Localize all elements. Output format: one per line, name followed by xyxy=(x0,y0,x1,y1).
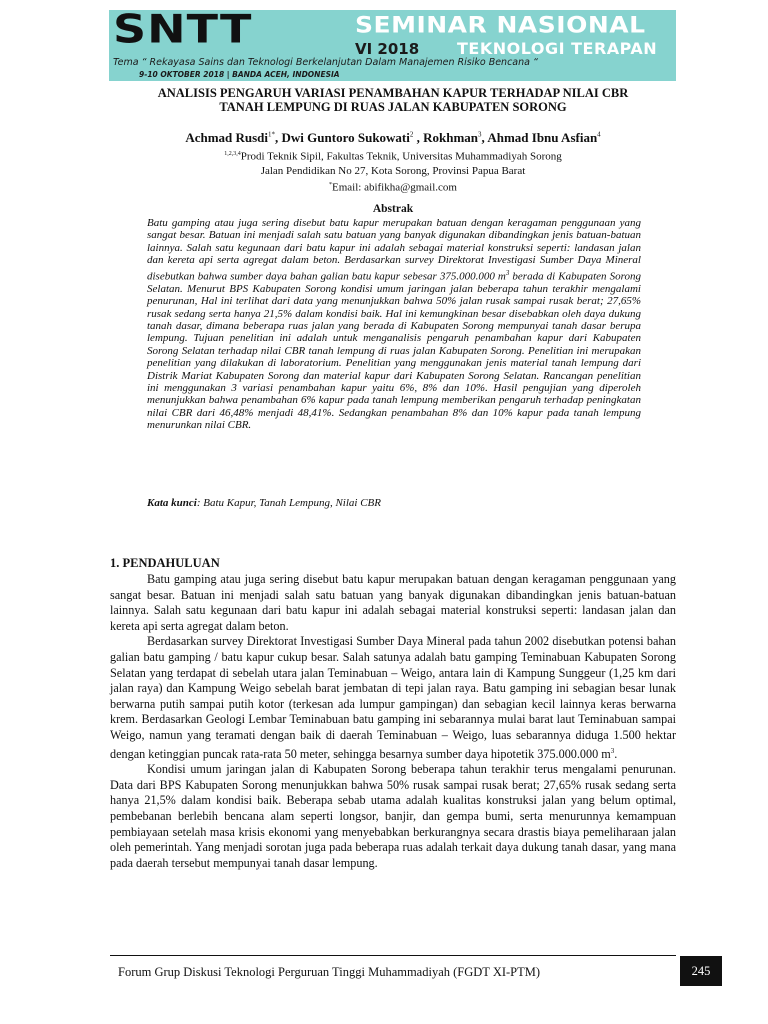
affiliation-line2: Jalan Pendidikan No 27, Kota Sorong, Provinsi Papua Barat xyxy=(260,164,526,177)
author-name: Rokhman xyxy=(423,130,479,145)
paper-title xyxy=(110,86,676,114)
paper-title-line2: TANAH LEMPUNG DI RUAS JALAN KABUPATEN SORONG xyxy=(219,100,567,114)
page-number: 245 xyxy=(680,956,722,986)
abstract-body: Batu gamping atau juga sering disebut batu kapur merupakan batuan dengan keragaman penggunaan yang sangat besar. Batuan ini menjadi salah satu batuan yang banyak digunakan dibandingkan jenis batuan-batuan lainnya. Salah satu kegunaan dari batu kapur ini adalah sebagai material konstruksi seperti: landasan jalan dan kereta api serta agregat dalam beton. Berdasarkan survey Direktorat Investigasi Sumber Daya Mineral disebutkan bahwa sumber daya bahan galian batu kapur sebesar 375.000.000 $m^3$ berada di Kabupaten Sorong Selatan. Menurut BPS Kabupaten Sorong kondisi umum jaringan jalan beberapa tahun terakhir mengalami penurunan, Hal ini terlihat dari data yang menunjukkan bahwa 50% jalan rusak sampai rusak berat; 27,65% rusak sedang serta hanya 21,5% dalam kondisi baik. Hal ini kemungkinan besar disebabkan oleh daya dukung tanah dasar, dimana beberapa ruas jalan yang berada di Kabupaten Sorong mempunyai tanah dasar berupa lempung. Tujuan penelitian ini adalah untuk menganalisis pengaruh penambahan kapur dari Kabupaten Sorong Selatan terhadap nilai CBR tanah lempung di ruas jalan Kabupaten Sorong. Penelitian ini merupakan penelitian yang dilakukan di laboratorium. Penelitian yang menggunakan jenis material tanah lempung dari Distrik Mariat Kabupaten Sorong dan material kapur dari Kabupaten Sorong Selatan. Rancangan penelitian ini menggunakan 3 variasi penambahan kapur yaitu 6%, 8% dan 10%. Hasil pengujian yang diperoleh menunjukkan bahwa penambahan 6% kapur pada tanah lempung memberikan pengaruh terhadap peningkatan nilai CBR dari 46,48% menjadi 48,41%. Sedangkan penambahan 8% dan 10% kapur pada tanah lempung menurunkan nilai CBR. xyxy=(147,217,641,432)
paragraph-superscript: 3 xyxy=(610,746,615,755)
seminar-nasional-label: SEMINAR NASIONAL xyxy=(355,12,646,39)
author-separator: , xyxy=(481,130,488,145)
author-separator: , xyxy=(413,130,424,145)
keywords-value: : Batu Kapur, Tanah Lempung, Nilai CBR xyxy=(196,497,381,509)
section-body xyxy=(110,572,676,871)
affiliation-superscript: 1,2,3,4 xyxy=(224,151,241,157)
email-line xyxy=(110,178,676,195)
author-separator: , xyxy=(275,130,282,145)
teknologi-terapan-label: TEKNOLOGI TERAPAN xyxy=(457,39,658,58)
author-name: Dwi Guntoro Sukowati xyxy=(281,130,410,145)
paper-title-line1: ANALISIS PENGARUH VARIASI PENAMBAHAN KAPUR TERHADAP NILAI CBR xyxy=(157,86,629,100)
author-superscript: 4 xyxy=(597,130,601,139)
author-name: Ahmad Ibnu Asfian xyxy=(487,130,598,145)
email-superscript: * xyxy=(329,181,332,188)
affiliation-block xyxy=(110,147,676,194)
section-heading: 1. PENDAHULUAN xyxy=(110,556,220,570)
affiliation-line1: $^{1,2,3,4}$Prodi Teknik Sipil, Fakultas Teknik, Universitas Muhammadiyah Sorong xyxy=(224,150,562,163)
footer-text: Forum Grup Diskusi Teknologi Perguruan Tinggi Muhammadiyah (FGDT XI-PTM) xyxy=(118,965,541,979)
paragraph-1: Batu gamping atau juga sering disebut batu kapur merupakan batuan dengan keragaman penggunaan yang sangat besar. Batuan ini menjadi salah satu batuan yang banyak digunakan dibandingkan jenis batuan-batuan lainnya. Salah satu kegunaan dari batu kapur ini adalah sebagai material konstruksi seperti: landasan jalan dan kereta api serta agregat dalam beton. xyxy=(110,572,676,633)
author-name: Achmad Rusdi xyxy=(185,130,269,145)
keywords-line xyxy=(147,497,641,509)
keywords-label: Kata kunci xyxy=(147,497,197,509)
conference-banner xyxy=(109,6,676,81)
conference-date: 9-10 OKTOBER 2018 | BANDA ACEH, INDONESIA xyxy=(139,70,340,79)
conference-theme: Tema “ Rekayasa Sains dan Teknologi Berkelanjutan Dalam Manajemen Risiko Bencana “ xyxy=(113,57,538,68)
footer-rule xyxy=(110,955,676,956)
paragraph-2: Berdasarkan survey Direktorat Investigasi Sumber Daya Mineral pada tahun 2002 disebutkan potensi bahan galian batu gamping / batu kapur cukup besar. Salah satunya adalah batu gamping Teminabuan Kabupaten Sorong Selatan yang terdapat di sebelah utara jalan Teminabuan – Weigo, antara lain di Kampung Sunggeur (1,25 km dari jalan raya) dan Kampung Weigo sebelah barat jembatan di tepi jalan raya. Batu gamping ini sebagian besar lunak berwarna putih sampai putih kotor (terkesan ada lumpur gampingan) dan sebagian kecil lainnya keras berwarna krem. Berdasarkan Geologi Lembar Teminabuan batu gamping ini sebarannya mulai barat laut Teminabuan sampai Weigo, namun yang teramati dengan baik di daerah Teminabuan – Weigo, luas sebarannya diduga 1.500 hektar dengan ketinggian puncak rata-rata 50 meter, sehingga besarnya sumber daya hipotetik 375.000.000 $m^3$. xyxy=(110,634,676,761)
abstract-superscript: 3 xyxy=(505,268,510,277)
author-superscript: 3 xyxy=(478,130,482,139)
sntt-logo: SNTT xyxy=(113,6,253,52)
email-text: Email: abifikha@gmail.com xyxy=(332,181,457,194)
author-superscript: 2 xyxy=(409,130,414,139)
abstract-heading: Abstrak xyxy=(372,203,414,215)
author-superscript: 1* xyxy=(268,130,276,139)
edition-label: VI 2018 xyxy=(355,40,420,58)
paragraph-3: Kondisi umum jaringan jalan di Kabupaten Sorong beberapa tahun terakhir terus mengalami penurunan. Data dari BPS Kabupaten Sorong menunjukkan bahwa 50% rusak sampai rusak berat; 27,65% rusak sedang serta hanya 21,5% dalam kondisi baik. Beberapa sebab utama adalah kualitas konstruksi jalan yang belum optimal, pembebanan berlebih bencana alam seperti longsor, banjir, dan gempa bumi, serta menurunnya kemampuan pembiayaan setelah masa krisis ekonomi yang menyebabkan berkurangnya secara drastis biaya pemeliharaan jalan oleh pemerintah. Yang menjadi sorotan juga pada beberapa ruas adalah terkait daya dukung tanah dasar, yang mana pada daerah tersebut mempunyai tanah dasar lempung. xyxy=(110,762,676,870)
author-list xyxy=(110,130,676,146)
